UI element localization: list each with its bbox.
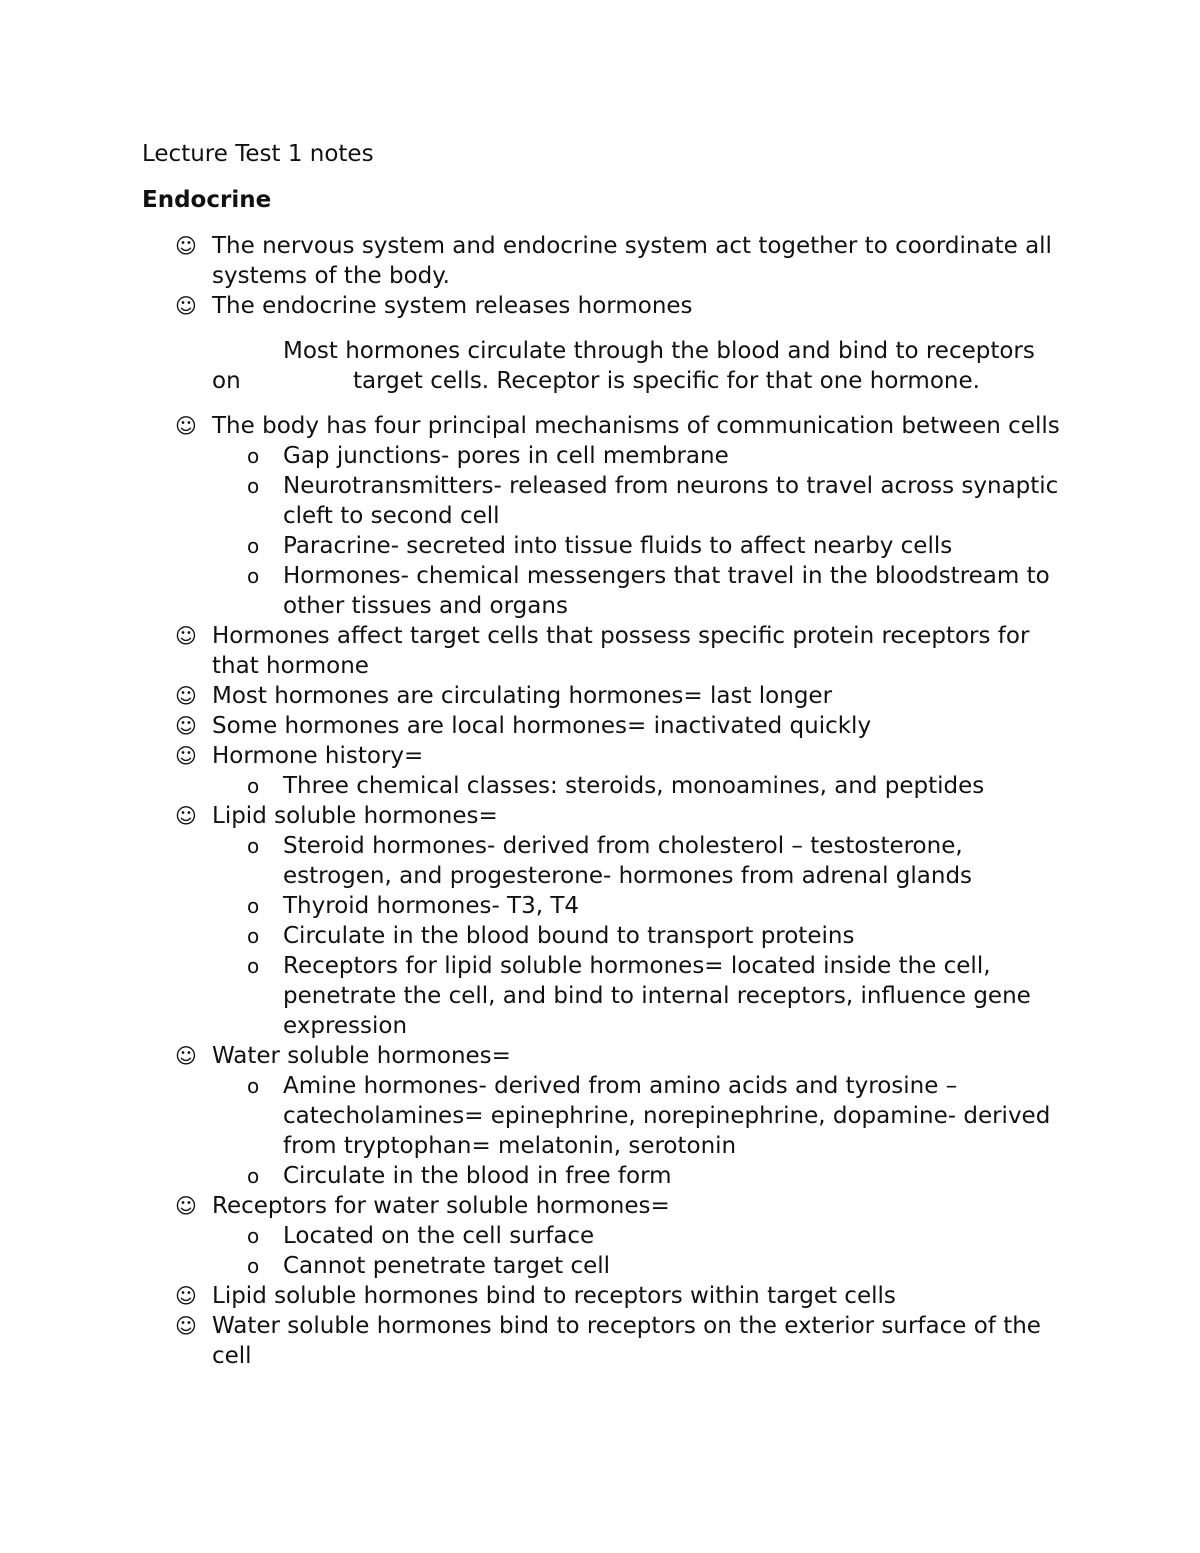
smiley-bullet-icon: ☺ — [175, 1314, 197, 1338]
hollow-circle-bullet-icon: o — [247, 564, 260, 588]
hollow-circle-bullet-icon: o — [247, 1164, 260, 1188]
hollow-circle-bullet-icon: o — [247, 444, 260, 468]
sub-list-item-text: Receptors for lipid soluble hormones= located inside the cell, penetrate the cell, and bind to internal receptors, influence gene expression — [283, 953, 1031, 1039]
list-item — [142, 1311, 1062, 1371]
hollow-circle-bullet-icon: o — [247, 924, 260, 948]
list-item-text: The body has four principal mechanisms of communication between cells — [212, 413, 1060, 439]
hollow-circle-bullet-icon: o — [247, 834, 260, 858]
list-item-text: Most hormones are circulating hormones= last longer — [212, 683, 833, 709]
list-item-text: Hormone history= — [212, 743, 424, 769]
list-item-text: Hormones affect target cells that possess specific protein receptors for that hormone — [212, 623, 1030, 679]
hollow-circle-bullet-icon: o — [247, 534, 260, 558]
list-item — [142, 231, 1062, 291]
hollow-circle-bullet-icon: o — [247, 954, 260, 978]
hollow-circle-bullet-icon: o — [247, 1074, 260, 1098]
hollow-circle-bullet-icon: o — [247, 774, 260, 798]
smiley-bullet-icon: ☺ — [175, 234, 197, 258]
paragraph-line-2 — [142, 366, 1062, 396]
sub-list-item-text: Cannot penetrate target cell — [283, 1253, 611, 1279]
sub-list-item-text: Steroid hormones- derived from cholesterol – testosterone, estrogen, and progesterone- hormones from adrenal glands — [283, 833, 973, 889]
list-item — [142, 411, 1062, 441]
hollow-circle-bullet-icon: o — [247, 894, 260, 918]
list-item — [142, 1191, 1062, 1221]
list-item-text: Lipid soluble hormones bind to receptors within target cells — [212, 1283, 896, 1309]
list-item-text: Water soluble hormones= — [212, 1043, 511, 1069]
sub-list-item-text: Hormones- chemical messengers that travel in the bloodstream to other tissues and organs — [283, 563, 1050, 619]
paragraph-word-on: on — [212, 368, 241, 394]
list-item-text: Lipid soluble hormones= — [212, 803, 498, 829]
sub-list-item — [142, 471, 1062, 531]
list-item-text: Receptors for water soluble hormones= — [212, 1193, 670, 1219]
smiley-bullet-icon: ☺ — [175, 1284, 197, 1308]
section-heading-endocrine: Endocrine — [142, 187, 272, 213]
sub-list-item — [142, 771, 1062, 801]
sub-list-item-text: Neurotransmitters- released from neurons to travel across synaptic cleft to second cell — [283, 473, 1059, 529]
smiley-bullet-icon: ☺ — [175, 684, 197, 708]
notes-body — [142, 231, 1062, 1371]
sub-list-item-text: Amine hormones- derived from amino acids and tyrosine – catecholamines= epinephrine, norepinephrine, dopamine- derived from tryptophan= melatonin, serotonin — [283, 1073, 1051, 1159]
smiley-bullet-icon: ☺ — [175, 294, 197, 318]
sub-list-item — [142, 1161, 1062, 1191]
sub-list-item-text: Circulate in the blood in free form — [283, 1163, 672, 1189]
sub-list-item-text: Located on the cell surface — [283, 1223, 595, 1249]
sub-list-item — [142, 831, 1062, 891]
indented-paragraph — [142, 336, 1062, 396]
document-title: Lecture Test 1 notes — [142, 141, 374, 167]
list-item — [142, 291, 1062, 321]
list-item-text: The endocrine system releases hormones — [212, 293, 693, 319]
sub-list-item — [142, 1251, 1062, 1281]
sub-list-item — [142, 891, 1062, 921]
list-item-text: Some hormones are local hormones= inactivated quickly — [212, 713, 872, 739]
paragraph-line-1: Most hormones circulate through the blood and bind to receptors — [283, 338, 1035, 364]
smiley-bullet-icon: ☺ — [175, 804, 197, 828]
list-item — [142, 681, 1062, 711]
list-item — [142, 741, 1062, 771]
sub-list-item-text: Circulate in the blood bound to transport proteins — [283, 923, 855, 949]
sub-list-item — [142, 561, 1062, 621]
sub-list-item-text: Gap junctions- pores in cell membrane — [283, 443, 729, 469]
list-item — [142, 1041, 1062, 1071]
list-item-text: Water soluble hormones bind to receptors on the exterior surface of the cell — [212, 1313, 1041, 1369]
smiley-bullet-icon: ☺ — [175, 744, 197, 768]
list-item — [142, 621, 1062, 681]
hollow-circle-bullet-icon: o — [247, 1254, 260, 1278]
sub-list-item-text: Three chemical classes: steroids, monoamines, and peptides — [283, 773, 985, 799]
sub-list-item — [142, 531, 1062, 561]
list-item — [142, 711, 1062, 741]
hollow-circle-bullet-icon: o — [247, 1224, 260, 1248]
sub-list-item — [142, 951, 1062, 1041]
hollow-circle-bullet-icon: o — [247, 474, 260, 498]
sub-list-item — [142, 1221, 1062, 1251]
smiley-bullet-icon: ☺ — [175, 714, 197, 738]
sub-list-item — [142, 1071, 1062, 1161]
list-item — [142, 801, 1062, 831]
smiley-bullet-icon: ☺ — [175, 1044, 197, 1068]
list-item-text: The nervous system and endocrine system act together to coordinate all systems of the body. — [212, 233, 1052, 289]
smiley-bullet-icon: ☺ — [175, 624, 197, 648]
sub-list-item — [142, 921, 1062, 951]
sub-list-item-text: Thyroid hormones- T3, T4 — [283, 893, 580, 919]
sub-list-item-text: Paracrine- secreted into tissue fluids to affect nearby cells — [283, 533, 953, 559]
smiley-bullet-icon: ☺ — [175, 414, 197, 438]
smiley-bullet-icon: ☺ — [175, 1194, 197, 1218]
list-item — [142, 1281, 1062, 1311]
paragraph-line-2-text: target cells. Receptor is specific for that one hormone. — [353, 368, 980, 394]
sub-list-item — [142, 441, 1062, 471]
